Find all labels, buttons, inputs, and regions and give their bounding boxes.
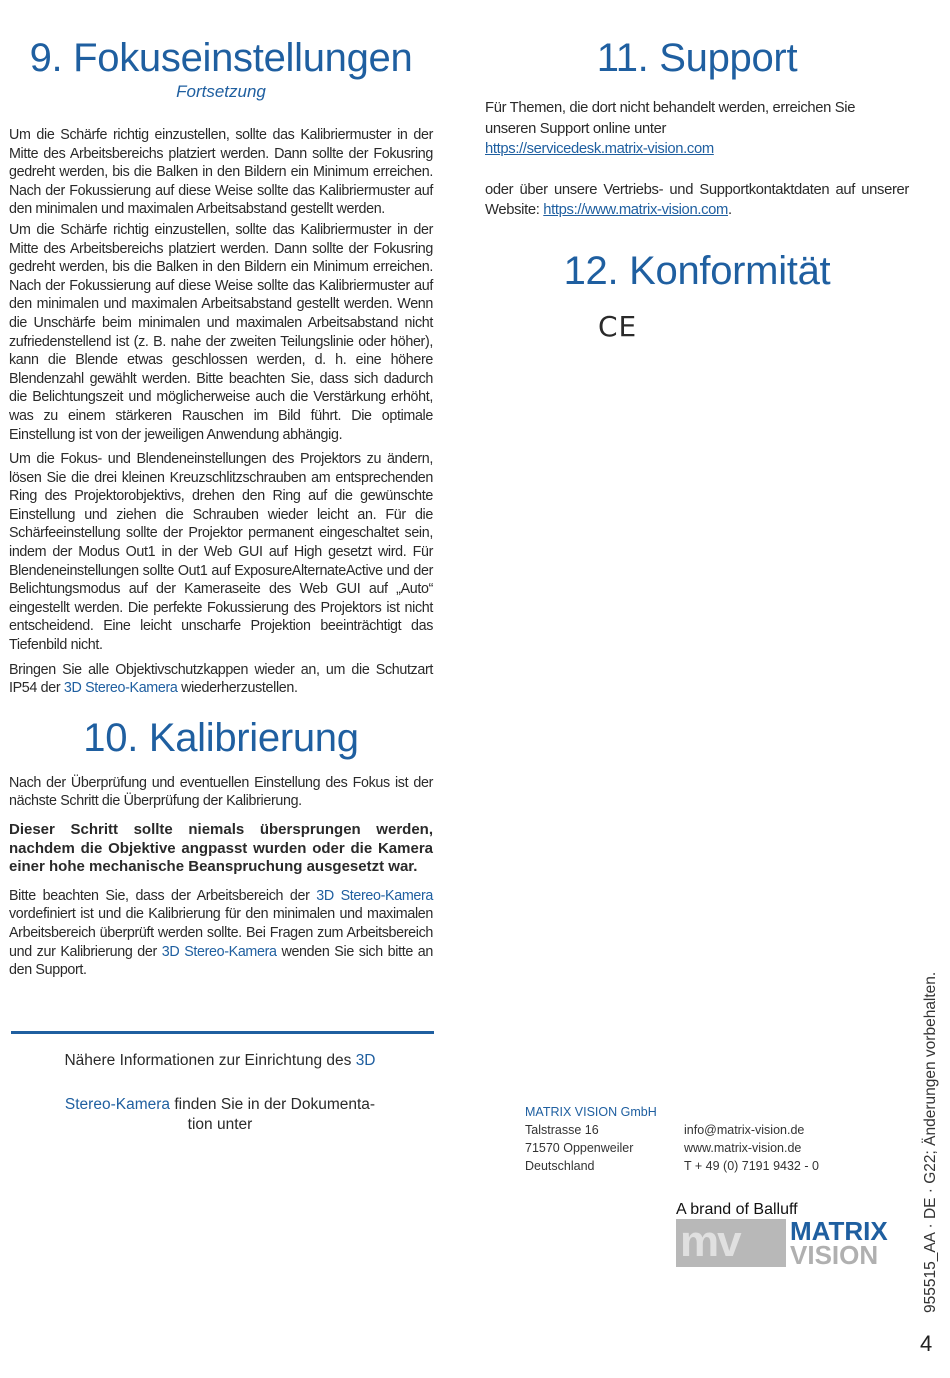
contact-phone: T + 49 (0) 7191 9432 - 0 (684, 1159, 819, 1173)
section-10-title: 10. Kalibrierung (83, 715, 359, 760)
product-link[interactable]: 3D Stereo-Kamera (316, 887, 434, 904)
contact-email[interactable]: info@matrix-vision.de (684, 1123, 805, 1137)
section-10-paragraph-3 (9, 887, 433, 980)
logo-vision: VISION (790, 1240, 879, 1270)
documentation-info (30, 1051, 410, 1135)
section-10-paragraph-1: Nach der Überprüfung und eventuellen Einstellung des Fokus ist der nächste Schritt die Überprüfung der Kalibrierung. (9, 774, 433, 810)
product-link[interactable]: 3D Stereo-Kamera (63, 680, 178, 697)
company-address (525, 1103, 657, 1175)
section-11-paragraph-1 (485, 98, 909, 160)
text: Bitte beachten Sie, dass der Arbeitsbereich der (9, 887, 317, 904)
text: oder über unsere Vertriebs- und Supportkontaktdaten auf unserer Website: (485, 181, 909, 218)
section-12-title: 12. Konformität (563, 248, 831, 293)
page-number: 4 (920, 1331, 933, 1356)
section-9-paragraph-1: Um die Schärfe richtig einzustellen, sollte das Kalibriermuster in der Mitte des Arbeitsbereichs platziert werden. Dann sollte der Fokusring gedreht werden, bis die Balken in den Bildern ein Minimum erreichen. Nach der Fokussierung auf diese Weise sollte das Kalibriermuster auf den minimalen und maximalen Arbeitsabstand gestellt werden. (9, 127, 433, 218)
section-9-paragraph-2: Um die Schärfe richtig einzustellen, sollte das Kalibriermuster in der Mitte des Arbeitsbereichs platziert werden. Dann sollte der Fokusring gedreht werden, bis die Balken in den Bildern ein Minimum erreichen. Nach der Fokussierung auf diese Weise sollte das Kalibriermuster auf den minimalen und maximalen Arbeitsabstand gestellt werden. Wenn die Unschärfe beim minimalen und maximalen Arbeitsabstand nicht zufriedenstellend ist (z. B. nahe der zweiten Teilungslinie oder höher), kann die Blende etwas geschlossen werden, d. h. eine höhere Blendenzahl gewählt werden. Bitte beachten Sie, dass sich dadurch die Belichtungszeit und möglicherweise auch die Verstärkung erhöht, was zu einem stärkeren Rauschen im Bild führt. Die optimale Einstellung ist von der jeweiligen Anwendung abhängig. (9, 221, 433, 443)
logo-mark (676, 1219, 786, 1267)
logo-matrix: MATRIX (790, 1216, 888, 1246)
company-name: MATRIX VISION GmbH (525, 1105, 657, 1119)
section-9-paragraph-4 (9, 661, 433, 698)
info-line-2 (30, 1095, 410, 1115)
servicedesk-link[interactable]: https://servicedesk.matrix-vision.com (485, 141, 714, 157)
contact-web[interactable]: www.matrix-vision.de (684, 1141, 802, 1155)
section-9-title: 9. Fokuseinstellungen (29, 36, 413, 80)
matrix-vision-logo (676, 1216, 898, 1270)
left-column (9, 0, 433, 980)
website-link[interactable]: https://www.matrix-vision.com (543, 202, 728, 218)
text: Für Themen, die dort nicht behandelt werden, erreichen Sie unseren Support online unter (485, 100, 856, 137)
section-9-subtitle: Fortsetzung (176, 82, 266, 101)
section-11-title: 11. Support (596, 36, 798, 80)
ce-mark-icon: CE (598, 310, 638, 343)
spacer (30, 1071, 410, 1095)
text: Nähere Informationen zur Einrichtung des (64, 1052, 356, 1069)
brand-tagline: A brand of Balluff (676, 1201, 798, 1218)
address-country: Deutschland (525, 1159, 595, 1173)
text: finden Sie in der Dokumenta- (170, 1096, 376, 1113)
text: vordefiniert ist und die Kalibrierung für den minimalen und maximalen Arbeitsbereich überprüft werden sollte. Bei Fragen zum Arbeitsbereich und zur Kalibrierung der (9, 906, 433, 960)
text: wenden Sie sich bitte an den Support. (9, 943, 434, 979)
divider (11, 1031, 434, 1034)
document-id-vertical: 955515_AA · DE · G22; Änderungen vorbehalten. (922, 971, 939, 1313)
product-link[interactable]: 3D Stereo-Kamera (161, 943, 277, 960)
text: Bringen Sie alle Objektivschutzkappen wieder an, um die Schutzart IP54 der (9, 661, 433, 697)
address-street: Talstrasse 16 (525, 1123, 599, 1137)
right-column (485, 0, 909, 293)
section-9-paragraph-3: Um die Fokus- und Blendeneinstellungen des Projektors zu ändern, lösen Sie die drei kleinen Kreuzschlitzschrauben am entsprechenden Ring des Projektorobjektivs, drehen den Ring auf die gewünschte Einstellung und ziehen die Schrauben wieder leicht an. Für die Schärfeeinstellung sollte der Projektor permanent eingeschaltet sein, indem der Modus Out1 in der Web GUI auf High gesetzt wird. Für Blendeneinstellungen sollte Out1 auf ExposureAlternateActive und der Belichtungsmodus auf der Kameraseite des Web GUI auf „Auto“ eingestellt werden. Die perfekte Fokussierung des Projektors ist nicht entscheidend. Eine leicht unscharfe Projektion beeinträchtigt das Tiefenbild nicht. (9, 451, 433, 654)
company-contact (684, 1121, 819, 1175)
text: wiederherzustellen. (177, 680, 298, 697)
logo-mark-text: mv (680, 1217, 740, 1266)
address-city: 71570 Oppenweiler (525, 1141, 634, 1155)
product-link[interactable]: Stereo-Kamera (64, 1096, 171, 1113)
section-11-paragraph-2 (485, 180, 909, 221)
product-link[interactable]: 3D (355, 1052, 376, 1069)
info-line-3: tion unter (187, 1116, 253, 1133)
section-10-warning: Dieser Schritt sollte niemals übersprungen werden, nachdem die Objektive angpasst wurden oder die Kamera einer hohe mechanische Beanspruchung ausgesetzt war. (9, 821, 433, 876)
info-line-1 (30, 1051, 410, 1071)
text: . (727, 202, 732, 218)
